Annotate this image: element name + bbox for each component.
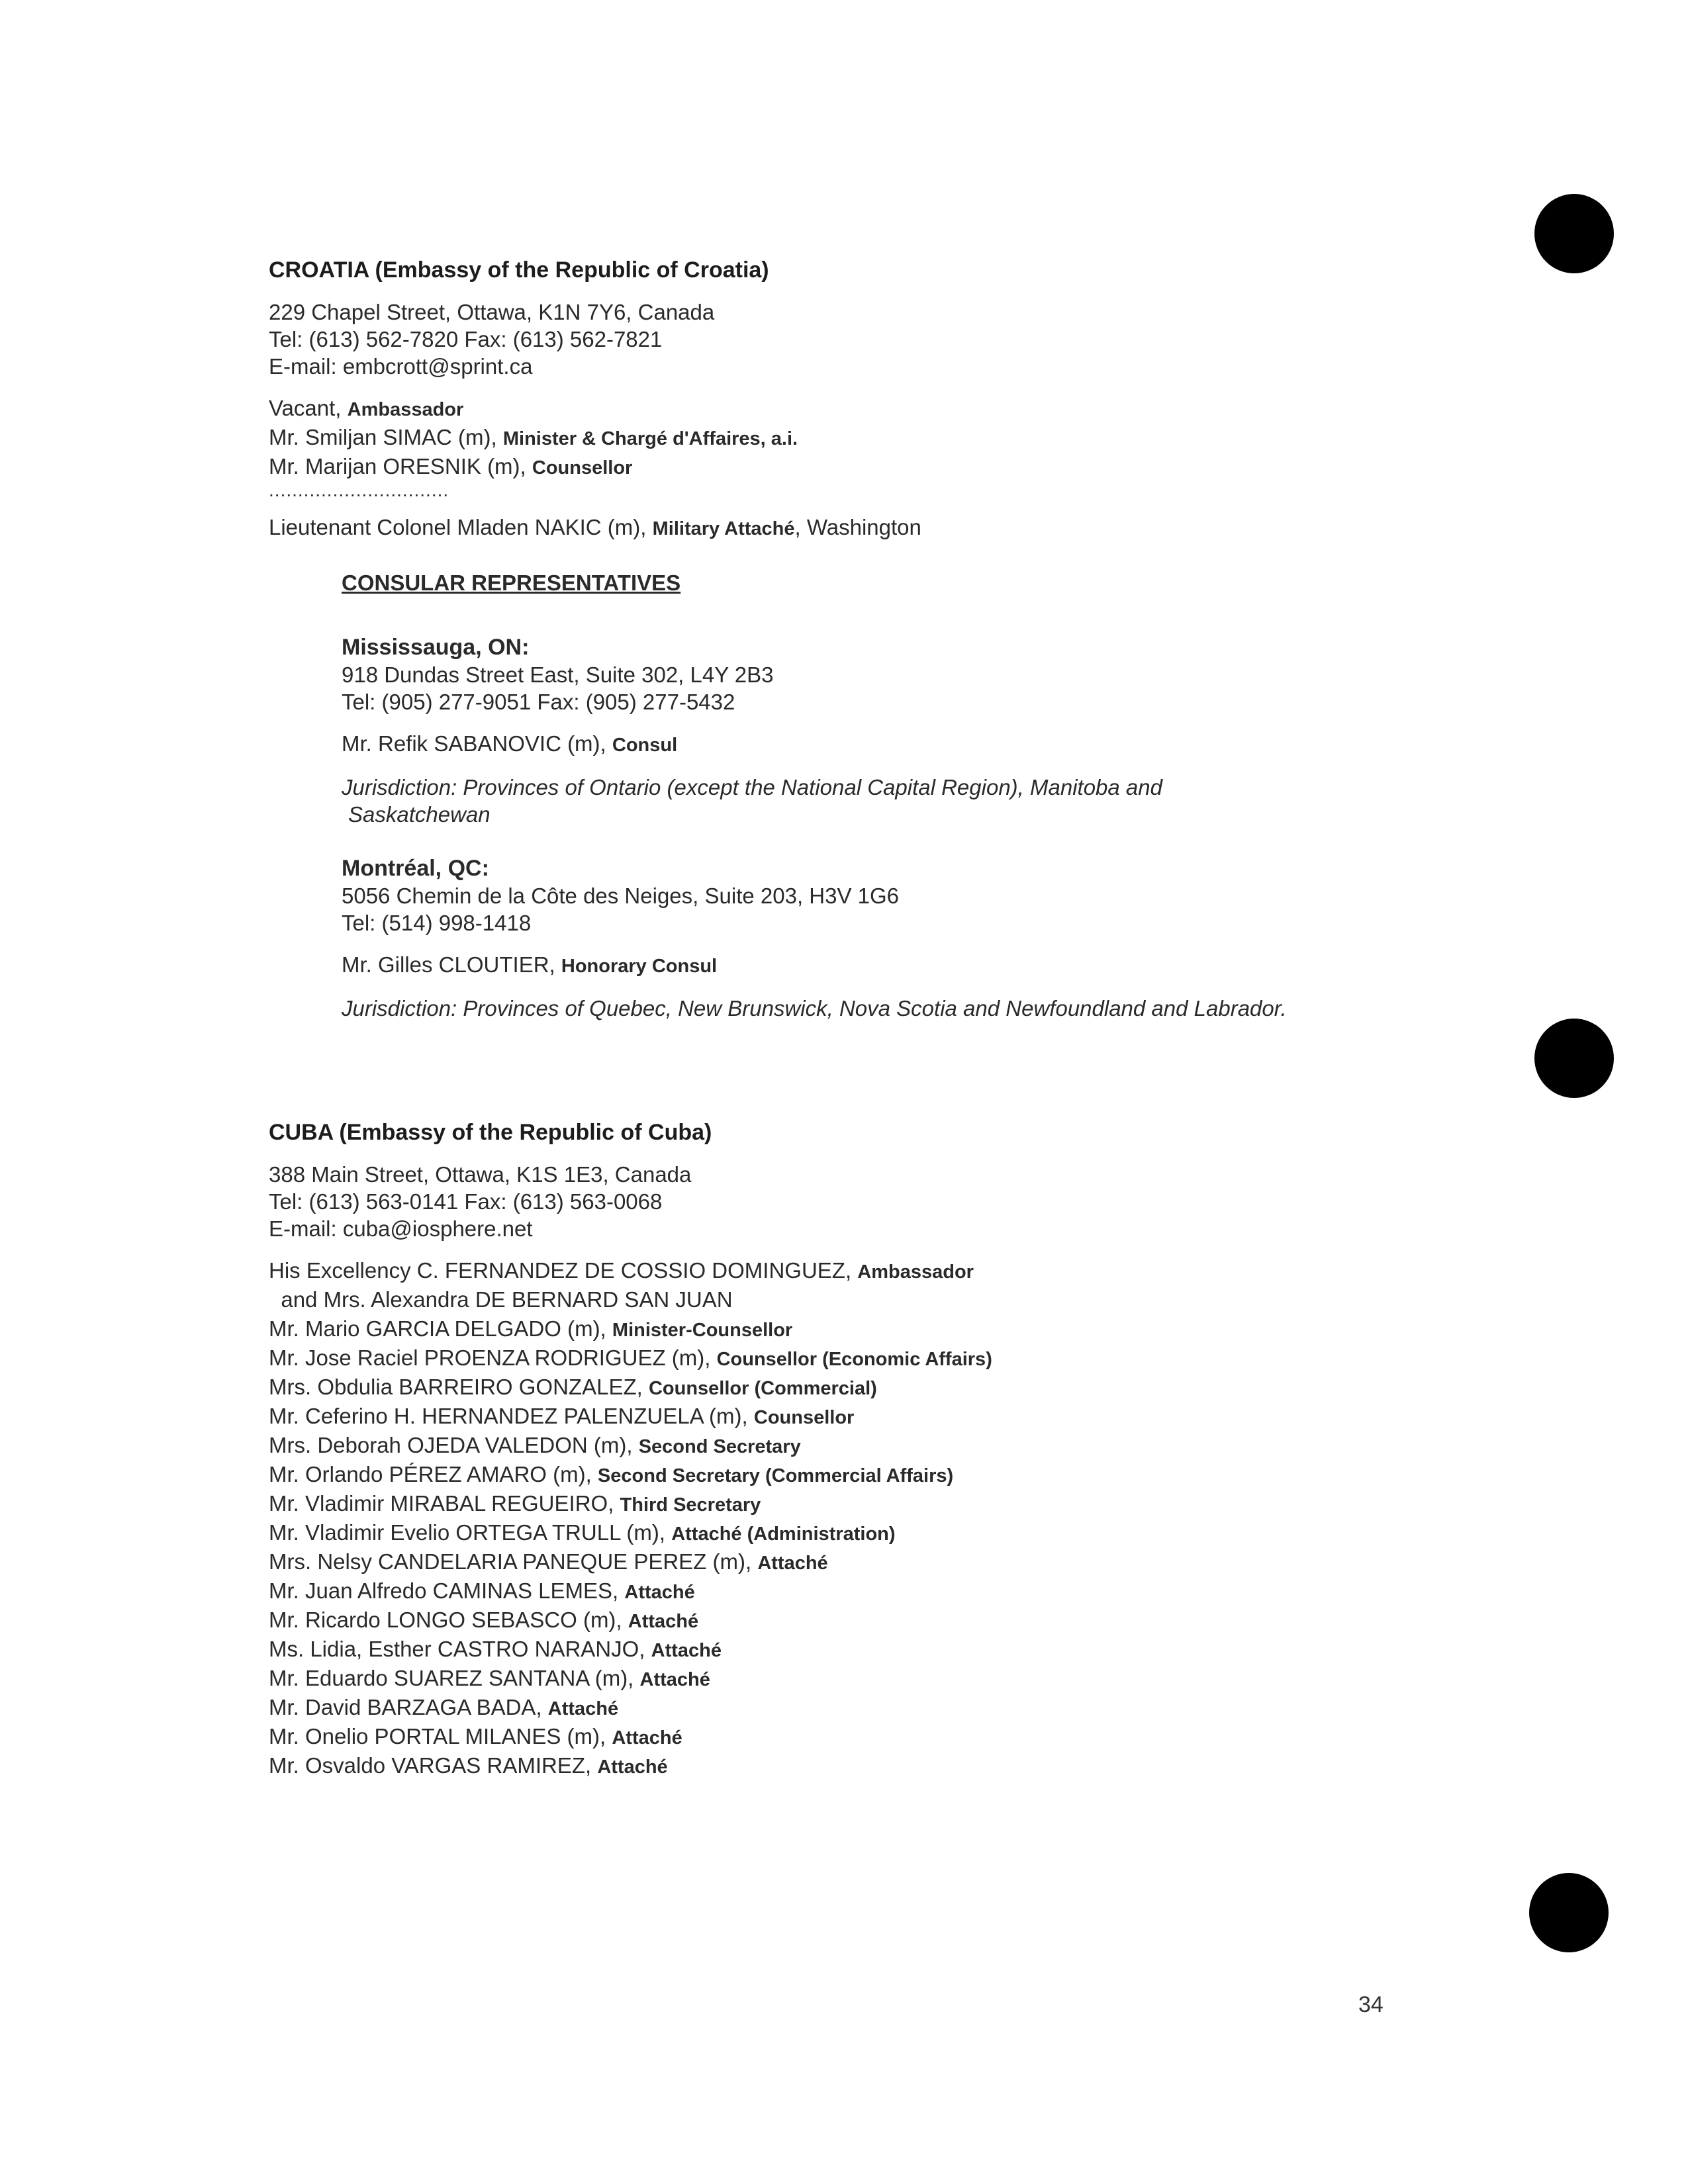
cuba-staff-entry: Mr. Orlando PÉREZ AMARO (m), Second Secretary (Commercial Affairs)	[269, 1462, 954, 1486]
punch-hole	[1529, 1873, 1609, 1952]
consular-heading: CONSULAR REPRESENTATIVES	[342, 570, 681, 595]
consulate-city: Mississauga, ON:	[342, 635, 530, 660]
consulate-officer: Mr. Refik SABANOVIC (m), Consul	[342, 731, 678, 756]
consulate-jurisdiction: Jurisdiction: Provinces of Quebec, New Brunswick, Nova Scotia and Newfoundland and Labrador.	[342, 996, 1287, 1021]
cuba-staff-entry: Mr. Mario GARCIA DELGADO (m), Minister-Counsellor	[269, 1316, 793, 1341]
cuba-staff-entry: Mrs. Nelsy CANDELARIA PANEQUE PEREZ (m), Attaché	[269, 1549, 828, 1574]
croatia-email: E-mail: embcrott@sprint.ca	[269, 354, 533, 379]
cuba-staff-entry: Mr. David BARZAGA BADA, Attaché	[269, 1695, 619, 1719]
cuba-staff-entry: Mr. Ricardo LONGO SEBASCO (m), Attaché	[269, 1608, 699, 1632]
cuba-heading: CUBA (Embassy of the Republic of Cuba)	[269, 1120, 712, 1145]
punch-hole	[1534, 1019, 1614, 1098]
consulate-phone: Tel: (905) 277-9051 Fax: (905) 277-5432	[342, 690, 735, 714]
cuba-phone: Tel: (613) 563-0141 Fax: (613) 563-0068	[269, 1189, 663, 1214]
cuba-staff-entry: Mr. Vladimir MIRABAL REGUEIRO, Third Secretary	[269, 1491, 761, 1516]
cuba-staff-entry: Mrs. Deborah OJEDA VALEDON (m), Second Secretary	[269, 1433, 801, 1457]
croatia-address: 229 Chapel Street, Ottawa, K1N 7Y6, Canada	[269, 300, 715, 324]
cuba-email: E-mail: cuba@iosphere.net	[269, 1216, 533, 1241]
cuba-staff-entry: Mr. Ceferino H. HERNANDEZ PALENZUELA (m), Counsellor	[269, 1404, 855, 1428]
croatia-phone: Tel: (613) 562-7820 Fax: (613) 562-7821	[269, 327, 663, 351]
cuba-staff-entry: Ms. Lidia, Esther CASTRO NARANJO, Attaché	[269, 1637, 722, 1661]
cuba-staff-entry: Mr. Jose Raciel PROENZA RODRIGUEZ (m), Counsellor (Economic Affairs)	[269, 1345, 992, 1370]
cuba-staff-entry: His Excellency C. FERNANDEZ DE COSSIO DOMINGUEZ, Ambassador	[269, 1258, 974, 1283]
croatia-military-attache: Lieutenant Colonel Mladen NAKIC (m), Military Attaché, Washington	[269, 515, 921, 539]
consulate-phone: Tel: (514) 998-1418	[342, 911, 532, 935]
page-number: 34	[1358, 1992, 1383, 2017]
dotted-separator: ...............................	[269, 480, 449, 500]
cuba-staff-entry: Mr. Onelio PORTAL MILANES (m), Attaché	[269, 1724, 682, 1749]
croatia-heading: CROATIA (Embassy of the Republic of Croatia)	[269, 257, 769, 283]
cuba-staff-list	[269, 1257, 1460, 1781]
punch-hole	[1534, 194, 1614, 273]
consulate-officer: Mr. Gilles CLOUTIER, Honorary Consul	[342, 952, 718, 977]
consulate-address: 918 Dundas Street East, Suite 302, L4Y 2B3	[342, 662, 774, 687]
cuba-staff-entry: Mr. Vladimir Evelio ORTEGA TRULL (m), Attaché (Administration)	[269, 1520, 896, 1545]
croatia-staff-entry: Mr. Marijan ORESNIK (m), Counsellor	[269, 454, 633, 478]
croatia-staff-entry: Vacant, Ambassador	[269, 396, 464, 420]
cuba-staff-entry: Mr. Juan Alfredo CAMINAS LEMES, Attaché	[269, 1578, 695, 1603]
cuba-staff-entry: Mrs. Obdulia BARREIRO GONZALEZ, Counsellor (Commercial)	[269, 1375, 877, 1399]
cuba-section	[269, 1118, 1460, 1781]
cuba-address: 388 Main Street, Ottawa, K1S 1E3, Canada	[269, 1162, 692, 1187]
consulate-address: 5056 Chemin de la Côte des Neiges, Suite 203, H3V 1G6	[342, 884, 900, 908]
cuba-staff-entry: and Mrs. Alexandra DE BERNARD SAN JUAN	[269, 1287, 733, 1312]
consulate-jurisdiction: Jurisdiction: Provinces of Ontario (except the National Capital Region), Manitoba and Saskatchewan	[342, 775, 1162, 827]
cuba-staff-entry: Mr. Eduardo SUAREZ SANTANA (m), Attaché	[269, 1666, 710, 1690]
consulate-city: Montréal, QC:	[342, 856, 489, 881]
croatia-section	[269, 256, 1460, 1022]
cuba-staff-entry: Mr. Osvaldo VARGAS RAMIREZ, Attaché	[269, 1753, 668, 1778]
croatia-staff-entry: Mr. Smiljan SIMAC (m), Minister & Chargé d'Affaires, a.i.	[269, 425, 798, 449]
